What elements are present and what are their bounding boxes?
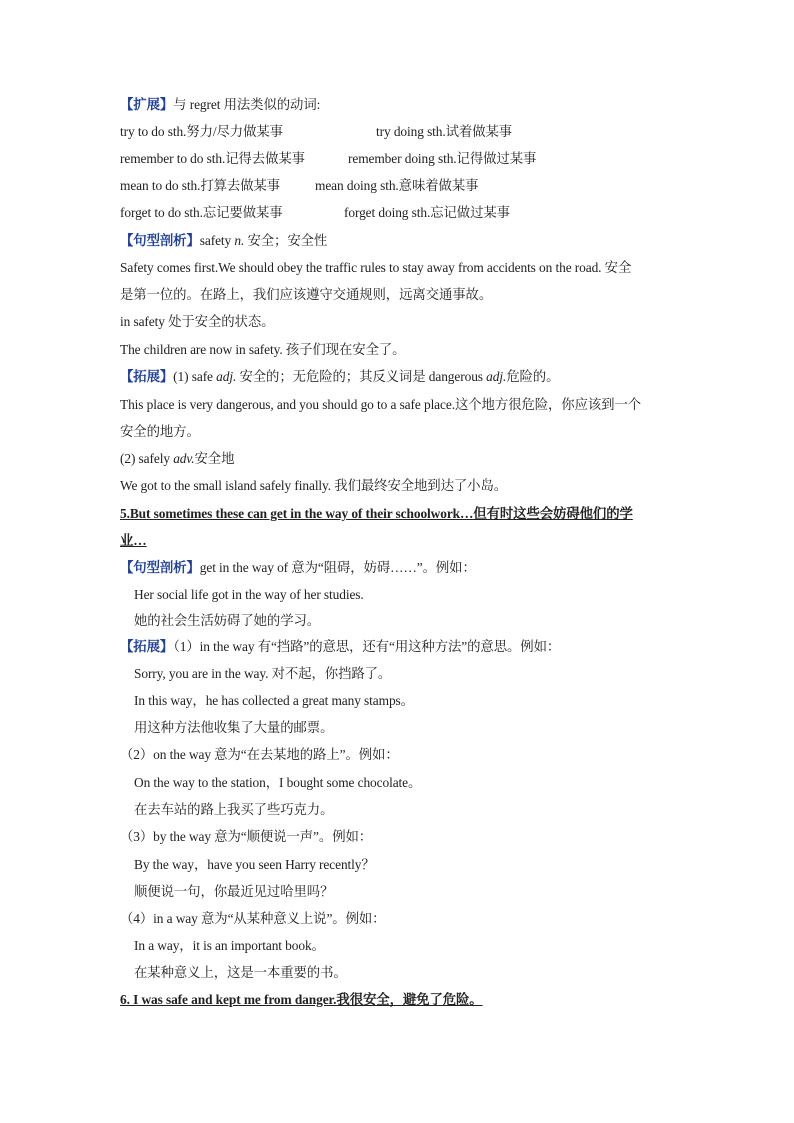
verb-to-do: try to do sth.努力/尽力做某事 [120, 124, 283, 139]
meaning: 安全；安全性 [244, 233, 328, 248]
text: (1) safe [173, 369, 217, 384]
example-line: 安全的地方。 [120, 424, 200, 439]
extension-tag: 【拓展】 [120, 639, 174, 654]
part-of-speech: adv. [173, 451, 195, 466]
example-en: By the way，have you seen Harry recently？ [134, 857, 375, 872]
example-zh: 她的社会生活妨碍了她的学习。 [134, 613, 321, 628]
verb-row-remember [120, 150, 536, 168]
example-zh: 在去车站的路上我买了些巧克力。 [134, 802, 334, 817]
verb-row-forget [120, 204, 510, 222]
example-zh: 用这种方法他收集了大量的邮票。 [134, 720, 334, 735]
verb-row-try [120, 123, 512, 141]
text: （1）in the way 有“挡路”的意思，还有“用这种方法”的意思。例如： [173, 639, 561, 654]
part-of-speech: adj. [216, 369, 237, 384]
sentence-5-heading: 5.But sometimes these can get in the way of their schoolwork…但有时这些会妨碍他们的学 [120, 506, 633, 521]
example-line: Safety comes first.We should obey the traffic rules to stay away from accidents on the road. 安全 [120, 260, 632, 275]
extension-tag: 【拓展】 [120, 369, 174, 384]
verb-doing: mean doing sth.意味着做某事 [315, 178, 479, 193]
extension-text: 与 regret 用法类似的动词: [173, 97, 321, 112]
example-line: We got to the small island safely finally. 我们最终安全地到达了小岛。 [120, 478, 508, 493]
example-line: The children are now in safety. 孩子们现在安全了。 [120, 342, 406, 357]
example-zh: 在某种意义上，这是一本重要的书。 [134, 965, 347, 980]
safely-entry [120, 450, 234, 468]
example-line: 是第一位的。在路上，我们应该遵守交通规则，远离交通事故。 [120, 287, 493, 302]
verb-doing: try doing sth.试着做某事 [376, 124, 513, 139]
verb-row-mean [120, 177, 478, 195]
text: 危险的。 [506, 369, 560, 384]
point-by-the-way: （3）by the way 意为“顺便说一声”。例如： [120, 829, 373, 844]
example-line: This place is very dangerous, and you should go to a safe place.这个地方很危险，你应该到一个 [120, 397, 642, 412]
verb-doing: remember doing sth.记得做过某事 [348, 151, 537, 166]
extension-safe [120, 368, 559, 386]
verb-to-do: mean to do sth.打算去做某事 [120, 178, 281, 193]
verb-to-do: forget to do sth.忘记要做某事 [120, 205, 283, 220]
example-en: On the way to the station，I bought some chocolate。 [134, 775, 422, 790]
example-line: Sorry, you are in the way. 对不起，你挡路了。 [134, 666, 392, 681]
sentence-6-heading: 6. I was safe and kept me from danger.我很安全，避免了危险。 [120, 992, 483, 1007]
sentence-5-heading-cont: 业… [120, 533, 147, 548]
phrase-in-safety: in safety 处于安全的状态。 [120, 314, 275, 329]
text: get in the way of 意为“阻碍，妨碍……”。例如： [199, 560, 476, 575]
example-zh: 顺便说一句，你最近见过哈里吗？ [134, 884, 334, 899]
example-en: In a way，it is an important book。 [134, 938, 325, 953]
part-of-speech: n. [234, 233, 245, 248]
extension-tag: 【扩展】 [120, 97, 174, 112]
extension-heading [120, 96, 320, 114]
point-in-a-way: （4）in a way 意为“从某种意义上说”。例如： [120, 911, 386, 926]
analysis-safety [120, 232, 327, 250]
example-en: Her social life got in the way of her studies. [134, 587, 364, 602]
text: 安全的；无危险的；其反义词是 dangerous [236, 369, 487, 384]
analysis-get-in-the-way [120, 559, 476, 577]
analysis-tag: 【句型剖析】 [120, 560, 200, 575]
verb-to-do: remember to do sth.记得去做某事 [120, 151, 305, 166]
keyword: safety [199, 233, 235, 248]
extension-in-the-way [120, 638, 560, 656]
part-of-speech: adj. [486, 369, 507, 384]
analysis-tag: 【句型剖析】 [120, 233, 200, 248]
text: 安全地 [194, 451, 235, 466]
text: (2) safely [120, 451, 174, 466]
verb-doing: forget doing sth.忘记做过某事 [344, 205, 510, 220]
point-on-the-way: （2）on the way 意为“在去某地的路上”。例如： [120, 747, 399, 762]
example-en: In this way，he has collected a great many stamps。 [134, 693, 414, 708]
